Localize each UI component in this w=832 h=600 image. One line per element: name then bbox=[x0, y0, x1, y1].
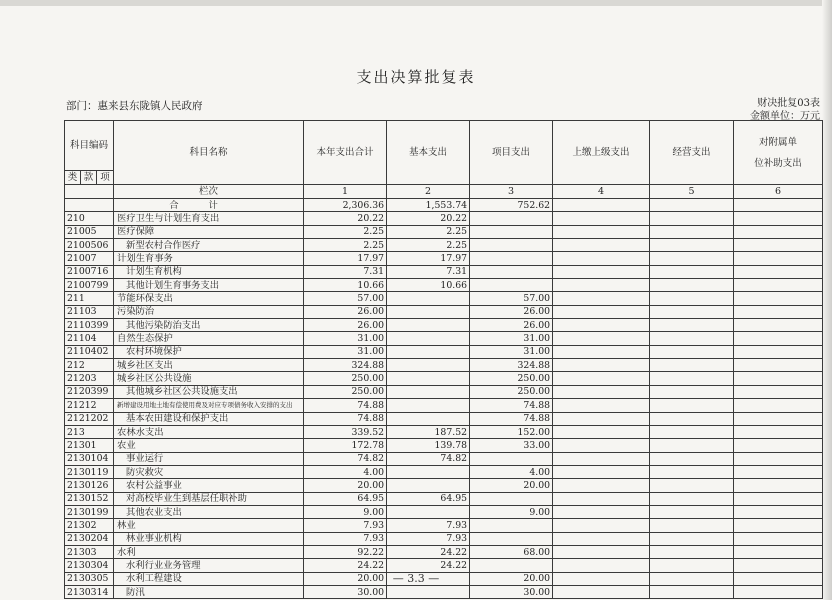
basic-value bbox=[387, 359, 470, 372]
project-value: 26.00 bbox=[470, 305, 553, 318]
subject-name: 计划生育机构 bbox=[114, 265, 304, 278]
remit-upper-value bbox=[553, 372, 650, 385]
business-value bbox=[650, 505, 734, 518]
summary-row bbox=[65, 199, 823, 212]
subject-name: 污染防治 bbox=[114, 305, 304, 318]
subsidy-value bbox=[734, 545, 823, 558]
table-row bbox=[65, 505, 823, 518]
summary-label: 合计 bbox=[114, 199, 304, 212]
subject-name: 自然生态保护 bbox=[114, 332, 304, 345]
total-value: 74.88 bbox=[304, 412, 387, 425]
subject-name: 防灾救灾 bbox=[114, 465, 304, 478]
total-value: 31.00 bbox=[304, 332, 387, 345]
header-subsidy-line2: 位补助支出 bbox=[754, 157, 802, 169]
table-row bbox=[65, 265, 823, 278]
project-value: 9.00 bbox=[470, 505, 553, 518]
subject-name: 其他城乡社区公共设施支出 bbox=[114, 385, 304, 398]
remit-upper-value bbox=[553, 252, 650, 265]
basic-value bbox=[387, 292, 470, 305]
basic-value: 10.66 bbox=[387, 279, 470, 292]
subject-code: 2130126 bbox=[65, 479, 114, 492]
subject-code: 2100716 bbox=[65, 265, 114, 278]
subsidy-value bbox=[734, 425, 823, 438]
subject-code: 2130314 bbox=[65, 585, 114, 598]
subsidy-value bbox=[734, 292, 823, 305]
project-value: 74.88 bbox=[470, 412, 553, 425]
business-value bbox=[650, 372, 734, 385]
business-value bbox=[650, 359, 734, 372]
subject-name: 防汛 bbox=[114, 585, 304, 598]
subject-name: 城乡社区支出 bbox=[114, 359, 304, 372]
project-value: 31.00 bbox=[470, 345, 553, 358]
table-row bbox=[65, 345, 823, 358]
scan-edge-top bbox=[0, 0, 832, 6]
project-value: 26.00 bbox=[470, 319, 553, 332]
business-value bbox=[650, 559, 734, 572]
header-lanci: 栏次 bbox=[114, 185, 304, 199]
business-value bbox=[650, 439, 734, 452]
table-row bbox=[65, 399, 823, 412]
table-row bbox=[65, 292, 823, 305]
subject-code: 21302 bbox=[65, 519, 114, 532]
business-value bbox=[650, 532, 734, 545]
business-value bbox=[650, 252, 734, 265]
subject-code: 2130119 bbox=[65, 465, 114, 478]
remit-upper-value bbox=[553, 212, 650, 225]
project-value: 20.00 bbox=[470, 479, 553, 492]
project-value bbox=[470, 212, 553, 225]
total-value: 30.00 bbox=[304, 585, 387, 598]
basic-value: 24.22 bbox=[387, 545, 470, 558]
total-value: 17.97 bbox=[304, 252, 387, 265]
basic-value: 74.82 bbox=[387, 452, 470, 465]
subject-code: 210 bbox=[65, 212, 114, 225]
business-value bbox=[650, 492, 734, 505]
summary-subsidy bbox=[734, 199, 823, 212]
total-value: 57.00 bbox=[304, 292, 387, 305]
table-row bbox=[65, 532, 823, 545]
subject-name: 医疗保障 bbox=[114, 225, 304, 238]
project-value: 31.00 bbox=[470, 332, 553, 345]
subject-name: 医疗卫生与计划生育支出 bbox=[114, 212, 304, 225]
subsidy-value bbox=[734, 412, 823, 425]
basic-value bbox=[387, 505, 470, 518]
subject-code: 211 bbox=[65, 292, 114, 305]
basic-value bbox=[387, 372, 470, 385]
project-value bbox=[470, 519, 553, 532]
subsidy-value bbox=[734, 252, 823, 265]
form-code: 财决批复03表 bbox=[757, 98, 820, 109]
subject-name: 农林水支出 bbox=[114, 425, 304, 438]
subject-name: 农村环境保护 bbox=[114, 345, 304, 358]
subject-code: 2110402 bbox=[65, 345, 114, 358]
header-lei: 类 bbox=[65, 171, 81, 185]
page-number: — 3.3 — bbox=[392, 572, 440, 585]
table-row bbox=[65, 385, 823, 398]
business-value bbox=[650, 332, 734, 345]
business-value bbox=[650, 479, 734, 492]
project-value: 250.00 bbox=[470, 372, 553, 385]
table-row bbox=[65, 439, 823, 452]
subject-code: 21301 bbox=[65, 439, 114, 452]
subject-code: 21212 bbox=[65, 399, 114, 412]
basic-value bbox=[387, 305, 470, 318]
table-row bbox=[65, 305, 823, 318]
total-value: 26.00 bbox=[304, 305, 387, 318]
business-value bbox=[650, 265, 734, 278]
subject-code: 212 bbox=[65, 359, 114, 372]
header-col2: 2 bbox=[387, 185, 470, 199]
total-value: 339.52 bbox=[304, 425, 387, 438]
remit-upper-value bbox=[553, 305, 650, 318]
table-row bbox=[65, 239, 823, 252]
subsidy-value bbox=[734, 239, 823, 252]
remit-upper-value bbox=[553, 279, 650, 292]
business-value bbox=[650, 239, 734, 252]
subject-name: 农村公益事业 bbox=[114, 479, 304, 492]
remit-upper-value bbox=[553, 585, 650, 598]
total-value: 172.78 bbox=[304, 439, 387, 452]
header-col5: 5 bbox=[650, 185, 734, 199]
remit-upper-value bbox=[553, 239, 650, 252]
project-value: 33.00 bbox=[470, 439, 553, 452]
subject-code: 2130104 bbox=[65, 452, 114, 465]
subject-code: 2120399 bbox=[65, 385, 114, 398]
subject-name: 林业 bbox=[114, 519, 304, 532]
project-value: 4.00 bbox=[470, 465, 553, 478]
subsidy-value bbox=[734, 319, 823, 332]
remit-upper-value bbox=[553, 519, 650, 532]
header-subject-name: 科目名称 bbox=[114, 121, 304, 185]
table-row bbox=[65, 319, 823, 332]
subject-name: 新增建设用地土地有偿使用费及对应专项债务收入安排的支出 bbox=[114, 399, 304, 412]
table-row bbox=[65, 372, 823, 385]
project-value bbox=[470, 532, 553, 545]
total-value: 7.93 bbox=[304, 519, 387, 532]
project-value bbox=[470, 452, 553, 465]
summary-remit bbox=[553, 199, 650, 212]
subject-name: 其他计划生育事务支出 bbox=[114, 279, 304, 292]
basic-value: 7.93 bbox=[387, 532, 470, 545]
basic-value bbox=[387, 385, 470, 398]
remit-upper-value bbox=[553, 479, 650, 492]
total-value: 92.22 bbox=[304, 545, 387, 558]
remit-upper-value bbox=[553, 465, 650, 478]
page-title: 支出决算批复表 bbox=[356, 68, 476, 86]
total-value: 10.66 bbox=[304, 279, 387, 292]
subsidy-value bbox=[734, 465, 823, 478]
total-value: 2.25 bbox=[304, 225, 387, 238]
table-row bbox=[65, 519, 823, 532]
basic-value: 24.22 bbox=[387, 559, 470, 572]
header-subsidy-line1: 对附属单 bbox=[759, 136, 798, 148]
subsidy-value bbox=[734, 479, 823, 492]
header-remit-upper: 上缴上级支出 bbox=[553, 121, 650, 185]
project-value bbox=[470, 265, 553, 278]
total-value: 20.22 bbox=[304, 212, 387, 225]
project-value bbox=[470, 252, 553, 265]
basic-value bbox=[387, 479, 470, 492]
business-value bbox=[650, 212, 734, 225]
header-col6: 6 bbox=[734, 185, 823, 199]
subject-code: 2130304 bbox=[65, 559, 114, 572]
business-value bbox=[650, 319, 734, 332]
subject-code: 21005 bbox=[65, 225, 114, 238]
total-value: 7.93 bbox=[304, 532, 387, 545]
header-project: 项目支出 bbox=[470, 121, 553, 185]
remit-upper-value bbox=[553, 452, 650, 465]
subject-name: 水利工程建设 bbox=[114, 572, 304, 585]
basic-value bbox=[387, 465, 470, 478]
subsidy-value bbox=[734, 372, 823, 385]
total-value: 7.31 bbox=[304, 265, 387, 278]
table-row bbox=[65, 225, 823, 238]
summary-business bbox=[650, 199, 734, 212]
total-value: 9.00 bbox=[304, 505, 387, 518]
business-value bbox=[650, 279, 734, 292]
table-row bbox=[65, 279, 823, 292]
summary-total: 2,306.36 bbox=[304, 199, 387, 212]
basic-value bbox=[387, 399, 470, 412]
summary-project: 752.62 bbox=[470, 199, 553, 212]
subject-code: 2100506 bbox=[65, 239, 114, 252]
basic-value: 20.22 bbox=[387, 212, 470, 225]
subject-name: 城乡社区公共设施 bbox=[114, 372, 304, 385]
header-kuan: 款 bbox=[81, 171, 97, 185]
remit-upper-value bbox=[553, 532, 650, 545]
remit-upper-value bbox=[553, 412, 650, 425]
subsidy-value bbox=[734, 399, 823, 412]
business-value bbox=[650, 345, 734, 358]
subject-name: 节能环保支出 bbox=[114, 292, 304, 305]
table-row bbox=[65, 585, 823, 598]
business-value bbox=[650, 519, 734, 532]
subsidy-value bbox=[734, 212, 823, 225]
table-row bbox=[65, 465, 823, 478]
subsidy-value bbox=[734, 532, 823, 545]
business-value bbox=[650, 225, 734, 238]
subsidy-value bbox=[734, 519, 823, 532]
project-value bbox=[470, 279, 553, 292]
business-value bbox=[650, 465, 734, 478]
basic-value bbox=[387, 345, 470, 358]
total-value: 250.00 bbox=[304, 385, 387, 398]
subsidy-value bbox=[734, 492, 823, 505]
header-business: 经营支出 bbox=[650, 121, 734, 185]
remit-upper-value bbox=[553, 505, 650, 518]
total-value: 2.25 bbox=[304, 239, 387, 252]
subsidy-value bbox=[734, 439, 823, 452]
project-value: 68.00 bbox=[470, 545, 553, 558]
subsidy-value bbox=[734, 265, 823, 278]
project-value: 324.88 bbox=[470, 359, 553, 372]
subsidy-value bbox=[734, 225, 823, 238]
subject-code: 213 bbox=[65, 425, 114, 438]
total-value: 20.00 bbox=[304, 479, 387, 492]
table-row bbox=[65, 559, 823, 572]
subject-name: 计划生育事务 bbox=[114, 252, 304, 265]
subject-code: 2110399 bbox=[65, 319, 114, 332]
basic-value: 7.31 bbox=[387, 265, 470, 278]
subsidy-value bbox=[734, 585, 823, 598]
basic-value bbox=[387, 332, 470, 345]
table-row bbox=[65, 332, 823, 345]
subsidy-value bbox=[734, 332, 823, 345]
business-value bbox=[650, 585, 734, 598]
subject-name: 林业事业机构 bbox=[114, 532, 304, 545]
total-value: 26.00 bbox=[304, 319, 387, 332]
subject-code: 2121202 bbox=[65, 412, 114, 425]
project-value: 74.88 bbox=[470, 399, 553, 412]
summary-basic: 1,553.74 bbox=[387, 199, 470, 212]
project-value: 30.00 bbox=[470, 585, 553, 598]
subject-code: 21303 bbox=[65, 545, 114, 558]
header-blank bbox=[65, 185, 114, 199]
header-subsidy bbox=[734, 121, 823, 185]
table-row bbox=[65, 212, 823, 225]
business-value bbox=[650, 292, 734, 305]
subject-code: 2130204 bbox=[65, 532, 114, 545]
project-value: 57.00 bbox=[470, 292, 553, 305]
project-value: 20.00 bbox=[470, 572, 553, 585]
business-value bbox=[650, 412, 734, 425]
project-value bbox=[470, 492, 553, 505]
total-value: 74.88 bbox=[304, 399, 387, 412]
remit-upper-value bbox=[553, 492, 650, 505]
remit-upper-value bbox=[553, 332, 650, 345]
table-row bbox=[65, 412, 823, 425]
total-value: 24.22 bbox=[304, 559, 387, 572]
subsidy-value bbox=[734, 385, 823, 398]
remit-upper-value bbox=[553, 425, 650, 438]
table-body bbox=[65, 199, 823, 599]
subsidy-value bbox=[734, 505, 823, 518]
basic-value: 187.52 bbox=[387, 425, 470, 438]
total-value: 31.00 bbox=[304, 345, 387, 358]
table-row bbox=[65, 359, 823, 372]
project-value bbox=[470, 559, 553, 572]
subject-code: 2130305 bbox=[65, 572, 114, 585]
basic-value bbox=[387, 585, 470, 598]
subject-name: 基本农田建设和保护支出 bbox=[114, 412, 304, 425]
basic-value: 7.93 bbox=[387, 519, 470, 532]
subject-code: 21103 bbox=[65, 305, 114, 318]
total-value: 64.95 bbox=[304, 492, 387, 505]
remit-upper-value bbox=[553, 292, 650, 305]
basic-value bbox=[387, 412, 470, 425]
total-value: 324.88 bbox=[304, 359, 387, 372]
header-col4: 4 bbox=[553, 185, 650, 199]
subject-name: 其他污染防治支出 bbox=[114, 319, 304, 332]
subsidy-value bbox=[734, 559, 823, 572]
subject-code: 21007 bbox=[65, 252, 114, 265]
subject-name: 新型农村合作医疗 bbox=[114, 239, 304, 252]
basic-value: 64.95 bbox=[387, 492, 470, 505]
remit-upper-value bbox=[553, 345, 650, 358]
total-value: 20.00 bbox=[304, 572, 387, 585]
remit-upper-value bbox=[553, 359, 650, 372]
subject-name: 水利 bbox=[114, 545, 304, 558]
table-row bbox=[65, 252, 823, 265]
subject-code: 21203 bbox=[65, 372, 114, 385]
remit-upper-value bbox=[553, 399, 650, 412]
remit-upper-value bbox=[553, 265, 650, 278]
summary-code bbox=[65, 199, 114, 212]
subsidy-value bbox=[734, 345, 823, 358]
subsidy-value bbox=[734, 359, 823, 372]
subsidy-value bbox=[734, 305, 823, 318]
remit-upper-value bbox=[553, 385, 650, 398]
basic-value bbox=[387, 319, 470, 332]
subject-code: 2130199 bbox=[65, 505, 114, 518]
total-value: 4.00 bbox=[304, 465, 387, 478]
business-value bbox=[650, 545, 734, 558]
total-value: 74.82 bbox=[304, 452, 387, 465]
remit-upper-value bbox=[553, 225, 650, 238]
header-xiang: 项 bbox=[97, 171, 114, 185]
remit-upper-value bbox=[553, 439, 650, 452]
remit-upper-value bbox=[553, 545, 650, 558]
subject-name: 事业运行 bbox=[114, 452, 304, 465]
header-col3: 3 bbox=[470, 185, 553, 199]
table-row bbox=[65, 452, 823, 465]
expenditure-table bbox=[64, 120, 823, 599]
header-basic: 基本支出 bbox=[387, 121, 470, 185]
subsidy-value bbox=[734, 452, 823, 465]
subject-name: 农业 bbox=[114, 439, 304, 452]
business-value bbox=[650, 452, 734, 465]
subject-name: 水利行业业务管理 bbox=[114, 559, 304, 572]
basic-value: 139.78 bbox=[387, 439, 470, 452]
scan-edge-right bbox=[822, 0, 832, 600]
basic-value: 2.25 bbox=[387, 225, 470, 238]
business-value bbox=[650, 305, 734, 318]
business-value bbox=[650, 425, 734, 438]
project-value: 250.00 bbox=[470, 385, 553, 398]
remit-upper-value bbox=[553, 559, 650, 572]
remit-upper-value bbox=[553, 319, 650, 332]
subject-code: 2100799 bbox=[65, 279, 114, 292]
header-col1: 1 bbox=[304, 185, 387, 199]
header-total: 本年支出合计 bbox=[304, 121, 387, 185]
total-value: 250.00 bbox=[304, 372, 387, 385]
basic-value: 17.97 bbox=[387, 252, 470, 265]
table-row bbox=[65, 492, 823, 505]
table-row bbox=[65, 479, 823, 492]
header-subject-code: 科目编码 bbox=[65, 121, 114, 171]
subject-code: 2130152 bbox=[65, 492, 114, 505]
subsidy-value bbox=[734, 279, 823, 292]
subject-code: 21104 bbox=[65, 332, 114, 345]
project-value: 152.00 bbox=[470, 425, 553, 438]
amount-unit: 金额单位：万元 bbox=[750, 111, 820, 122]
table-row bbox=[65, 425, 823, 438]
subject-name: 其他农业支出 bbox=[114, 505, 304, 518]
project-value bbox=[470, 239, 553, 252]
project-value bbox=[470, 225, 553, 238]
basic-value: 2.25 bbox=[387, 239, 470, 252]
department-label: 部门：惠来县东陇镇人民政府 bbox=[66, 100, 203, 112]
business-value bbox=[650, 385, 734, 398]
subject-name: 对高校毕业生到基层任职补助 bbox=[114, 492, 304, 505]
table-row bbox=[65, 545, 823, 558]
business-value bbox=[650, 399, 734, 412]
